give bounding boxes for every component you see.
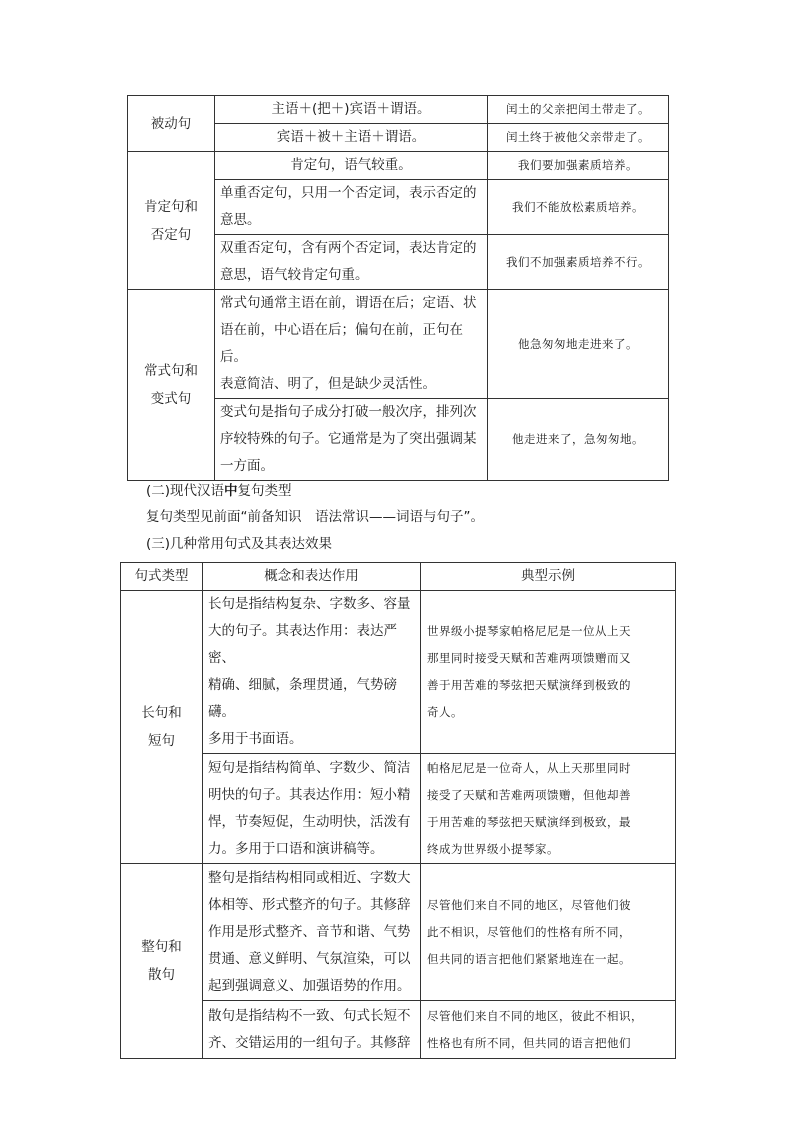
section-2-heading: (二)现代汉语中复句类型	[146, 483, 292, 499]
concept-cell: 肯定句，语气较重。	[215, 152, 488, 180]
concept-cell: 散句是指结构不一致、句式长短不 齐、交错运用的一组句子。其修辞	[203, 1001, 421, 1059]
example-cell: 他急匆匆地走进来了。	[488, 290, 669, 399]
example-cell: 闰土的父亲把闰土带走了。	[488, 96, 669, 124]
concept-cell: 常式句通常主语在前，谓语在后；定语、状 语在前，中心语在后；偏句在前，正句在后。 表意简洁、明了，但是缺少灵活性。	[215, 290, 488, 399]
category-parallel-loose: 整句和 散句	[121, 864, 203, 1059]
header-concept: 概念和表达作用	[203, 563, 421, 591]
category-normal-inverted: 常式句和 变式句	[128, 290, 215, 481]
concept-cell: 变式句是指句子成分打破一般次序，排列次 序较特殊的句子。它通常是为了突出强调某 一方面。	[215, 399, 488, 481]
example-cell: 我们不能放松素质培养。	[488, 180, 669, 235]
category-affirmative-negative: 肯定句和 否定句	[128, 152, 215, 290]
example-cell: 闰土终于被他父亲带走了。	[488, 124, 669, 152]
concept-cell: 主语＋(把＋)宾语＋谓语。	[215, 96, 488, 124]
sentence-types-table-2	[120, 562, 676, 1059]
example-cell: 尽管他们来自不同的地区，尽管他们彼 此不相识，尽管他们的性格有所不同， 但共同的语言把他们紧紧地连在一起。	[421, 864, 676, 1001]
example-cell: 我们要加强素质培养。	[488, 152, 669, 180]
example-cell: 我们不加强素质培养不行。	[488, 235, 669, 290]
category-passive: 被动句	[128, 96, 215, 152]
sentence-types-table-1	[127, 95, 669, 481]
example-cell: 世界级小提琴家帕格尼尼是一位从上天 那里同时接受天赋和苦难两项馈赠而又 善于用苦难的琴弦把天赋演绎到极致的 奇人。	[421, 591, 676, 754]
example-cell: 他走进来了，急匆匆地。	[488, 399, 669, 481]
section-2-text: 复句类型见前面“前备知识 语法常识——词语与句子”。	[146, 509, 484, 525]
concept-cell: 宾语＋被＋主语＋谓语。	[215, 124, 488, 152]
concept-cell: 整句是指结构相同或相近、字数大 体相等、形式整齐的句子。其修辞 作用是形式整齐、音节和谐、气势 贯通、意义鲜明、气氛渲染，可以 起到强调意义、加强语势的作用。	[203, 864, 421, 1001]
header-type: 句式类型	[121, 563, 203, 591]
example-cell: 帕格尼尼是一位奇人，从上天那里同时 接受了天赋和苦难两项馈赠，但他却善 于用苦难的琴弦把天赋演绎到极致，最 终成为世界级小提琴家。	[421, 754, 676, 864]
section-3-heading: (三)几种常用句式及其表达效果	[146, 536, 333, 552]
concept-cell: 长句是指结构复杂、字数多、容量 大的句子。其表达作用：表达严密、 精确、细腻，条理贯通，气势磅礴。 多用于书面语。	[203, 591, 421, 754]
concept-cell: 短句是指结构简单、字数少、简洁 明快的句子。其表达作用：短小精 悍，节奏短促，生动明快，活泼有 力。多用于口语和演讲稿等。	[203, 754, 421, 864]
header-example: 典型示例	[421, 563, 676, 591]
category-long-short: 长句和 短句	[121, 591, 203, 864]
concept-cell: 单重否定句，只用一个否定词，表示否定的 意思。	[215, 180, 488, 235]
example-cell: 尽管他们来自不同的地区，彼此不相识， 性格也有所不同，但共同的语言把他们	[421, 1001, 676, 1059]
concept-cell: 双重否定句，含有两个否定词，表达肯定的 意思，语气较肯定句重。	[215, 235, 488, 290]
